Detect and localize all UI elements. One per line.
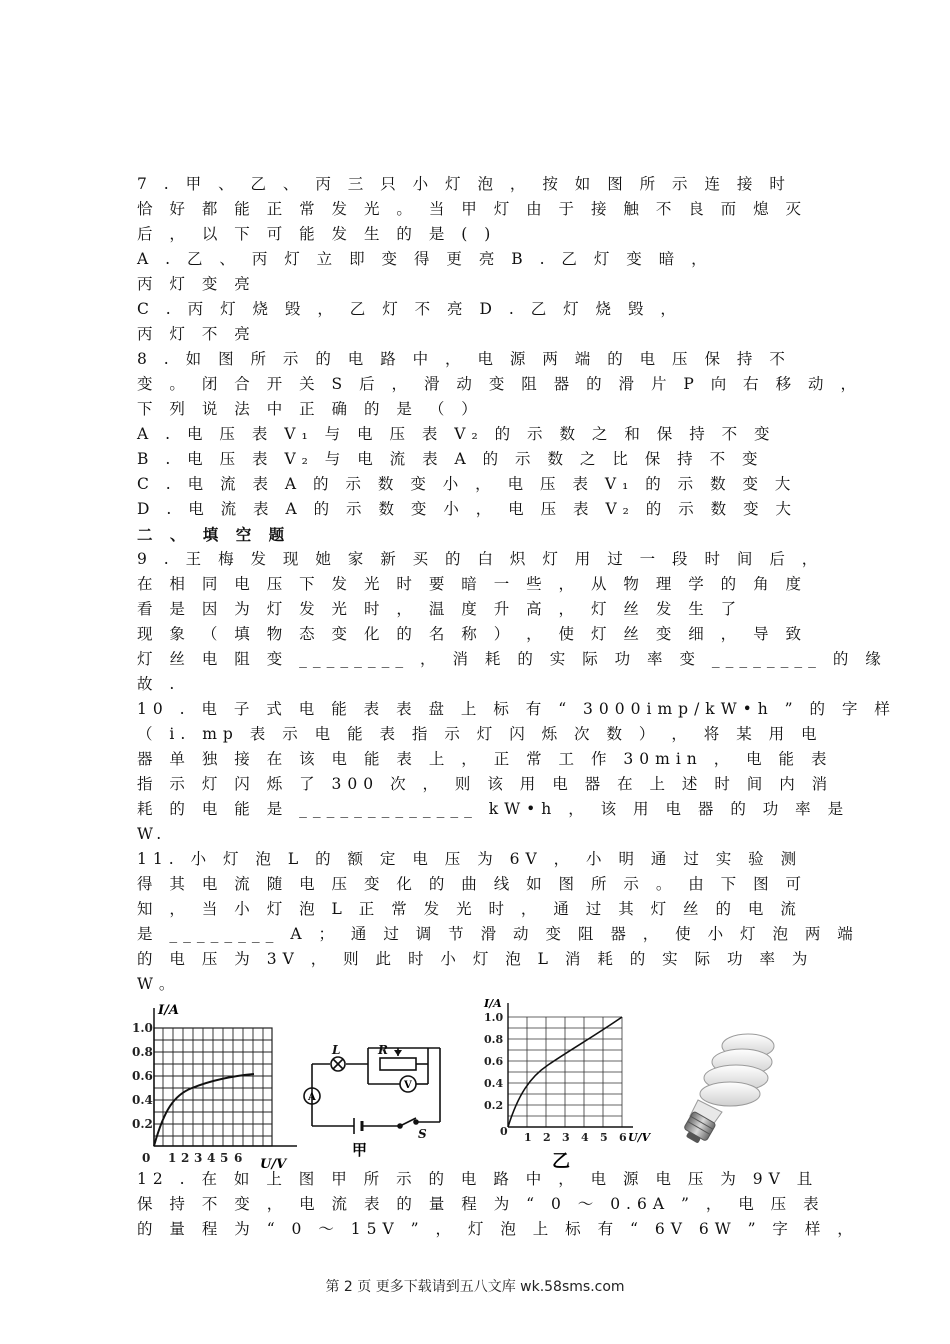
iu-graph-2 — [478, 995, 658, 1175]
graph1-ytick: 0.4 — [132, 1093, 153, 1107]
graph1-xtick: 2 — [181, 1151, 190, 1165]
text-line: 丙 灯 变 亮 — [137, 275, 256, 293]
text-line: 得 其 电 流 随 电 压 变 化 的 曲 线 如 图 所 示 。 由 下 图 可 — [137, 875, 808, 893]
graph2-xtick: 3 — [562, 1131, 570, 1144]
text-line: A . 电 压 表 V₁ 与 电 压 表 V₂ 的 示 数 之 和 保 持 不 变 — [137, 425, 776, 443]
graph2-xtick: 0 — [500, 1125, 508, 1138]
text-line: 后 ， 以 下 可 能 发 生 的 是 ( ) — [137, 225, 497, 243]
text-line: 丙 灯 不 亮 — [137, 325, 256, 343]
graph2-caption: 乙 — [552, 1151, 570, 1172]
circuit-caption: 甲 — [352, 1141, 368, 1159]
circuit-label-lamp: L — [332, 1043, 341, 1057]
text-line: 的 量 程 为 “ 0 ～ 15V ” ， 灯 泡 上 标 有 “ 6V 6W ” 字 样 ， — [137, 1220, 859, 1238]
text-line: D . 电 流 表 A 的 示 数 变 小 ， 电 压 表 V₂ 的 示 数 变 大 — [137, 500, 797, 518]
circuit-diagram — [300, 1040, 450, 1160]
graph1-xtick: 5 — [220, 1151, 229, 1165]
text-line: 在 相 同 电 压 下 发 光 时 要 暗 一 些 ， 从 物 理 学 的 角 度 — [137, 575, 808, 593]
graph1-ytick: 1.0 — [132, 1021, 153, 1035]
graph1-ylabel: I/A — [158, 1003, 179, 1018]
text-line: 器 单 独 接 在 该 电 能 表 上 ， 正 常 工 作 30min ， 电 能 表 — [137, 750, 833, 768]
text-line: B . 电 压 表 V₂ 与 电 流 表 A 的 示 数 之 比 保 持 不 变 — [137, 450, 764, 468]
iu-graph-1 — [132, 1000, 302, 1172]
graph1-grid — [154, 1008, 297, 1146]
text-line: 是 ________ A ； 通 过 调 节 滑 动 变 阻 器 ， 使 小 灯 泡 两 端 — [137, 925, 859, 943]
graph1-xtick: 0 — [142, 1151, 151, 1165]
text-line: 9 . 王 梅 发 现 她 家 新 买 的 白 炽 灯 用 过 一 段 时 间 后 ， — [137, 550, 824, 568]
text-line: 保 持 不 变 ， 电 流 表 的 量 程 为 “ 0 ～ 0.6A ” ， 电 压 表 — [137, 1195, 825, 1213]
graph1-xlabel: U/V — [260, 1157, 287, 1172]
graph1-xtick: 6 — [234, 1151, 243, 1165]
graph2-ytick: 1.0 — [484, 1011, 504, 1024]
graph1-ytick: 0.8 — [132, 1045, 153, 1059]
text-line: C . 丙 灯 烧 毁 ， 乙 灯 不 亮 D . 乙 灯 烧 毁 ， — [137, 300, 682, 318]
text-line: 恰 好 都 能 正 常 发 光 。 当 甲 灯 由 于 接 触 不 良 而 熄 灭 — [137, 200, 808, 218]
graph2-xtick: 5 — [600, 1131, 608, 1144]
text-line: （ i. mp 表 示 电 能 表 指 示 灯 闪 烁 次 数 ） ， 将 某 用 电 — [137, 725, 823, 743]
text-line: 10 . 电 子 式 电 能 表 表 盘 上 标 有 “ 3000imp/kW•h ” 的 字 样 — [137, 700, 896, 718]
graph2-ylabel: I/A — [484, 997, 502, 1010]
energy-saving-bulb-image — [672, 1028, 792, 1148]
page-footer: 第 2 页 更多下载请到五八文库 wk.58sms.com — [325, 1279, 625, 1295]
text-line: 灯 丝 电 阻 变 ________ ， 消 耗 的 实 际 功 率 变 ________ 的 缘 — [137, 650, 887, 668]
graph2-ytick: 0.8 — [484, 1033, 504, 1046]
text-line: 现 象 （ 填 物 态 变 化 的 名 称 ） ， 使 灯 丝 变 细 ， 导 致 — [137, 625, 808, 643]
graph1-xtick: 3 — [194, 1151, 203, 1165]
text-line: 的 电 压 为 3V ， 则 此 时 小 灯 泡 L 消 耗 的 实 际 功 率 为 — [137, 950, 814, 968]
graph2-xtick: 2 — [543, 1131, 551, 1144]
graph2-xtick: 1 — [524, 1131, 532, 1144]
graph2-ytick: 0.2 — [484, 1099, 504, 1112]
text-line: 故 . — [137, 675, 181, 693]
text-line: 下 列 说 法 中 正 确 的 是 （ ） — [137, 400, 483, 418]
graph2-xlabel: U/V — [628, 1131, 651, 1144]
circuit-label-ammeter: A — [308, 1092, 316, 1103]
graph2-ytick: 0.6 — [484, 1055, 504, 1068]
text-line: 12 . 在 如 上 图 甲 所 示 的 电 路 中 ， 电 源 电 压 为 9V 且 — [137, 1170, 819, 1188]
text-line: 二 、 填 空 题 — [137, 525, 291, 544]
text-line: 知 ， 当 小 灯 泡 L 正 常 发 光 时 ， 通 过 其 灯 丝 的 电 流 — [137, 900, 802, 918]
graph1-xtick: 1 — [168, 1151, 177, 1165]
circuit-label-switch: S — [418, 1127, 427, 1141]
text-line: C . 电 流 表 A 的 示 数 变 小 ， 电 压 表 V₁ 的 示 数 变 大 — [137, 475, 797, 493]
text-line: 7 . 甲 、 乙 、 丙 三 只 小 灯 泡 ， 按 如 图 所 示 连 接 时 — [137, 175, 791, 193]
text-line: 11. 小 灯 泡 L 的 额 定 电 压 为 6V ， 小 明 通 过 实 验 测 — [137, 850, 803, 868]
graph1-curve — [154, 1074, 254, 1146]
graph1-ytick: 0.6 — [132, 1069, 153, 1083]
graph1-ytick: 0.2 — [132, 1117, 153, 1131]
circuit-label-voltmeter: V — [404, 1080, 412, 1091]
text-line: 耗 的 电 能 是 _____________ kW•h ， 该 用 电 器 的 功 率 是 — [137, 800, 850, 818]
text-line: W. — [137, 825, 168, 843]
text-line: 变 。 闭 合 开 关 S 后 ， 滑 动 变 阻 器 的 滑 片 P 向 右 移 动 ， — [137, 375, 862, 393]
text-line: W。 — [137, 975, 181, 993]
graph1-xtick: 4 — [207, 1151, 216, 1165]
text-line: 看 是 因 为 灯 发 光 时 ， 温 度 升 高 ， 灯 丝 发 生 了 — [137, 600, 743, 618]
graph2-xtick: 4 — [581, 1131, 589, 1144]
graph2-xtick: 6 — [619, 1131, 627, 1144]
circuit-label-rheostat: R — [378, 1043, 388, 1057]
text-line: A . 乙 、 丙 灯 立 即 变 得 更 亮 B . 乙 灯 变 暗 ， — [137, 250, 713, 268]
text-line: 指 示 灯 闪 烁 了 300 次 ， 则 该 用 电 器 在 上 述 时 间 内 消 — [137, 775, 834, 793]
text-line: 8 . 如 图 所 示 的 电 路 中 ， 电 源 两 端 的 电 压 保 持 不 — [137, 350, 791, 368]
graph2-ytick: 0.4 — [484, 1077, 504, 1090]
